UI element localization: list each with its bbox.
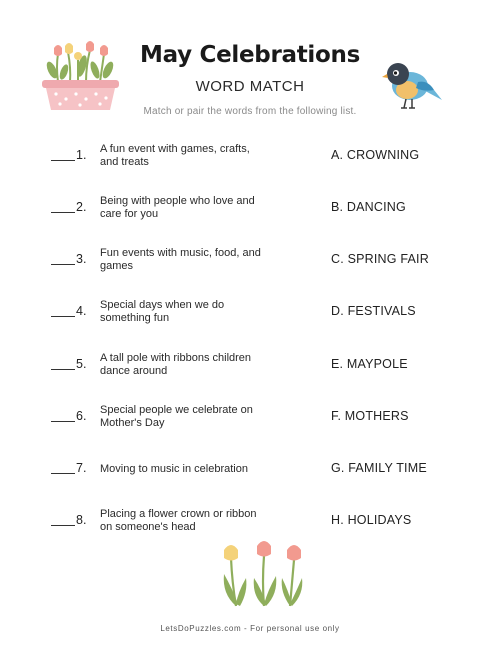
match-row xyxy=(0,188,500,228)
item-number: 6. xyxy=(76,409,87,423)
item-number: 5. xyxy=(76,357,87,371)
item-number: 4. xyxy=(76,304,87,318)
clue-text: Placing a flower crown or ribbon on someone's head xyxy=(100,508,257,533)
answer-blank[interactable] xyxy=(51,316,75,317)
item-number: 7. xyxy=(76,461,87,475)
clue-text: A fun event with games, crafts, and treats xyxy=(100,143,250,168)
page-title: May Celebrations xyxy=(140,42,360,68)
item-number: 1. xyxy=(76,148,87,162)
answer-blank[interactable] xyxy=(51,369,75,370)
answer-option: C. SPRING FAIR xyxy=(331,252,429,266)
answer-blank[interactable] xyxy=(51,160,75,161)
answer-option: D. FESTIVALS xyxy=(331,304,416,318)
match-row xyxy=(0,449,500,489)
answer-option: H. HOLIDAYS xyxy=(331,513,412,527)
tulips-icon xyxy=(218,538,308,610)
instructions-text: Match or pair the words from the following list. xyxy=(143,106,357,117)
clue-text: Being with people who love and care for you xyxy=(100,195,255,220)
match-row xyxy=(0,501,500,541)
answer-blank[interactable] xyxy=(51,525,75,526)
item-number: 2. xyxy=(76,200,87,214)
match-row xyxy=(0,345,500,385)
match-row xyxy=(0,397,500,437)
clue-text: A tall pole with ribbons children dance around xyxy=(100,352,252,377)
answer-blank[interactable] xyxy=(51,421,75,422)
answer-blank[interactable] xyxy=(51,264,75,265)
answer-option: G. FAMILY TIME xyxy=(331,461,427,475)
clue-text: Special days when we do something fun xyxy=(100,299,225,324)
answer-option: A. CROWNING xyxy=(331,148,420,162)
item-number: 3. xyxy=(76,252,87,266)
answer-option: F. MOTHERS xyxy=(331,409,409,423)
match-row xyxy=(0,240,500,280)
match-row xyxy=(0,292,500,332)
answer-option: B. DANCING xyxy=(331,200,406,214)
item-number: 8. xyxy=(76,513,87,527)
clue-text: Special people we celebrate on Mother's Day xyxy=(100,404,253,429)
footer-text: LetsDoPuzzles.com - For personal use only xyxy=(160,624,340,633)
clue-text: Moving to music in celebration xyxy=(100,462,248,475)
match-row xyxy=(0,136,500,176)
page-subtitle: WORD MATCH xyxy=(195,78,305,95)
answer-blank[interactable] xyxy=(51,473,75,474)
clue-text: Fun events with music, food, and games xyxy=(100,247,261,272)
answer-option: E. MAYPOLE xyxy=(331,357,408,371)
answer-blank[interactable] xyxy=(51,212,75,213)
